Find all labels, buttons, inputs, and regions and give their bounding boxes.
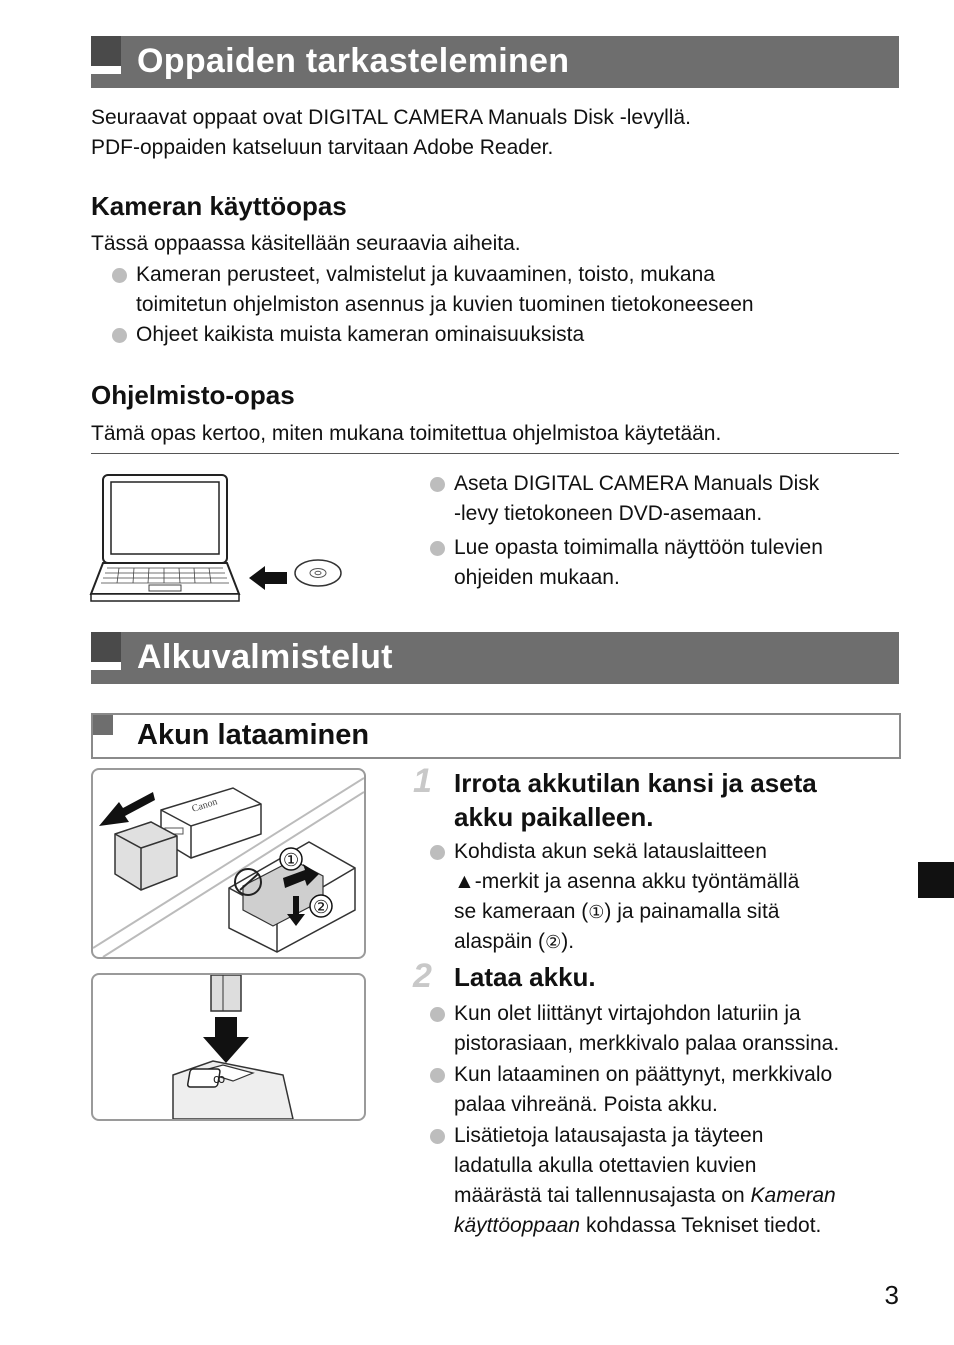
bullet-text-line [454,1211,899,1241]
header-square-decoration [91,36,121,66]
camera-guide-bullet-1 [136,260,896,320]
arrow-left-icon [99,792,155,826]
section-title: Alkuvalmistelut [137,638,393,676]
bullet-text-line: ohjeiden mukaan. [454,566,620,589]
step-2-bullet-1 [454,999,899,1059]
bullet-text-line [454,927,894,957]
camera-guide-bullet-2 [136,320,896,350]
intro-line-1: Seuraavat oppaat ovat DIGITAL CAMERA Manuals Disk -levyllä. [91,106,691,129]
intro-line-2: PDF-oppaiden katseluun tarvitaan Adobe Reader. [91,136,554,159]
step-number-2: 2 [413,957,432,995]
bullet-text-line: pistorasiaan, merkkivalo palaa oranssina. [454,1032,840,1055]
subsection-title: Akun lataaminen [137,719,370,751]
bullet-text-line: Ohjeet kaikista muista kameran ominaisuuksista [136,323,585,346]
header-square-decoration [91,632,121,662]
arrow-down-icon [203,1017,249,1063]
disc-icon [295,560,341,586]
laptop-disc-illustration [89,472,349,607]
circled-number-2: ② [545,932,562,952]
step-2-bullet-2 [454,1060,899,1120]
subsection-header-charging [91,713,901,759]
bullet-dot [430,541,445,556]
text-segment: ) ja painamalla sitä [604,900,780,923]
text-segment: ). [561,930,575,953]
battery-brand-label: Canon [190,796,219,815]
bullet-text-line: Kun olet liittänyt virtajohdon laturiin ja [454,1002,801,1025]
bullet-text-line: ladatulla akulla otettavien kuvien [454,1154,757,1177]
bullet-text-line: Lisätietoja latausajasta ja täyteen [454,1124,764,1147]
manual-title-italic: Kameran [750,1184,836,1207]
text-segment: alaspäin ( [454,930,546,953]
plug-charger-illustration [91,973,366,1121]
bullet-dot [112,268,127,283]
step-number-1: 1 [413,762,432,800]
bullet-text-line: Kohdista akun sekä latauslaitteen [454,840,767,863]
software-guide-bullet-1 [454,469,894,529]
step-1-bullet [454,837,894,957]
bullet-text-line: Kun lataaminen on päättynyt, merkkivalo [454,1063,833,1086]
svg-text:ꝏ: ꝏ [213,1072,226,1086]
page-number: 3 [884,1280,899,1310]
software-guide-bullet-2 [454,533,894,593]
manual-title-italic: käyttöoppaan [454,1214,581,1237]
step-2-title: Lataa akku. [454,962,596,992]
power-cord-icon [211,975,241,1011]
bullet-text-line: Kameran perusteet, valmistelut ja kuvaaminen, toisto, mukana [136,263,715,286]
software-guide-intro: Tämä opas kertoo, miten mukana toimitettua ohjelmistoa käytetään. [91,422,722,445]
chapter-tab-marker [918,862,954,898]
bullet-text-line: -levy tietokoneen DVD-asemaan. [454,502,763,525]
charger-icon [173,1061,293,1119]
software-guide-heading: Ohjelmisto-opas [91,380,295,410]
bullet-text-line [454,1181,899,1211]
step-2-bullet-3 [454,1121,899,1241]
bullet-text-line: Aseta DIGITAL CAMERA Manuals Disk [454,472,820,495]
header-square-gap [91,66,121,74]
header-square-gap [91,662,121,670]
circled-number-1: ① [588,902,605,922]
step-title-line: Irrota akkutilan kansi ja aseta [454,768,817,798]
arrow-left-icon [249,566,287,590]
bullet-text-line [454,897,894,927]
bullet-dot [112,328,127,343]
divider-line [91,453,899,454]
text-segment: määrästä tai tallennusajasta on [454,1184,751,1207]
camera-guide-heading: Kameran käyttöopas [91,191,347,221]
text-segment: se kameraan ( [454,900,589,923]
bullet-text-line: ▲-merkit ja asenna akku työntämällä [454,870,800,893]
step-1-title [454,766,894,834]
battery-cover-icon [115,822,177,890]
subheader-square-decoration [93,715,113,735]
section-header-getting-started [91,632,899,684]
battery-insert-illustration [91,768,366,959]
step-callout-1: ① [283,850,300,870]
bullet-text-line: palaa vihreänä. Poista akku. [454,1093,718,1116]
bullet-text-line: toimitetun ohjelmiston asennus ja kuvien tuominen tietokoneeseen [136,293,754,316]
bullet-dot [430,477,445,492]
section-title: Oppaiden tarkasteleminen [137,42,570,80]
text-segment: kohdassa Tekniset tiedot. [580,1214,822,1237]
laptop-icon [91,475,239,601]
bullet-dot [430,1007,445,1022]
camera-guide-intro: Tässä oppaassa käsitellään seuraavia aiheita. [91,232,521,255]
step-callout-2: ② [313,897,330,917]
bullet-dot [430,1068,445,1083]
bullet-dot [430,845,445,860]
bullet-dot [430,1129,445,1144]
section-header-manuals [91,36,899,88]
step-title-line: akku paikalleen. [454,802,654,832]
bullet-text-line: Lue opasta toimimalla näyttöön tulevien [454,536,823,559]
